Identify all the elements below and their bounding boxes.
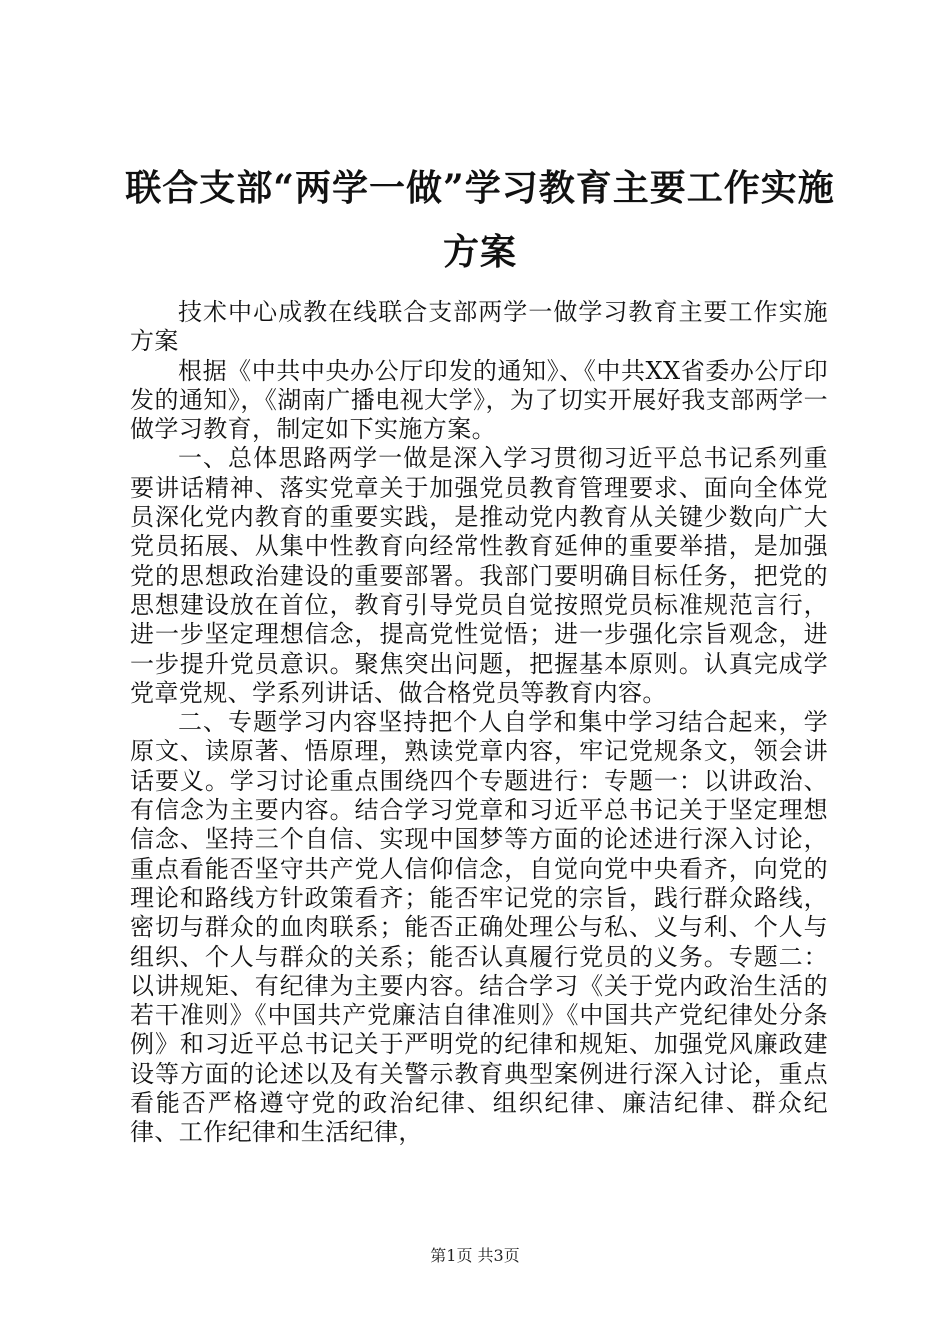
paragraph-basis: 根据《中共中央办公厅印发的通知》、《中共XX省委办公厅印发的通知》，《湖南广播电视大学》，为了切实开展好我支部两学一做学习教育，制定如下实施方案。 (130, 356, 828, 444)
paragraph-study-topics: 二、专题学习内容坚持把个人自学和集中学习结合起来，学原文、读原著、悟原理，熟读党章内容，牢记党规条文，领会讲话要义。学习讨论重点围绕四个专题进行：专题一：以讲政治、有信念为主要内容。结合学习党章和习近平总书记关于坚定理想信念、坚持三个自信、实现中国梦等方面的论述进行深入讨论，重点看能否坚守共产党人信仰信念，自觉向党中央看齐，向党的理论和路线方针政策看齐；能否牢记党的宗旨，践行群众路线，密切与群众的血肉联系；能否正确处理公与私、义与利、个人与组织、个人与群众的关系；能否认真履行党员的义务。专题二：以讲规矩、有纪律为主要内容。结合学习《关于党内政治生活的若干准则》《中国共产党廉洁自律准则》《中国共产党纪律处分条例》和习近平总书记关于严明党的纪律和规矩、加强党风廉政建设等方面的论述以及有关警示教育典型案例进行深入讨论，重点看能否严格遵守党的政治纪律、组织纪律、廉洁纪律、群众纪律、工作纪律和生活纪律， (130, 708, 828, 1147)
paragraph-overall-idea: 一、总体思路两学一做是深入学习贯彻习近平总书记系列重要讲话精神、落实党章关于加强党员教育管理要求、面向全体党员深化党内教育的重要实践，是推动党内教育从关键少数向广大党员拓展、从集中性教育向经常性教育延伸的重要举措，是加强党的思想政治建设的重要部署。我部门要明确目标任务，把党的思想建设放在首位，教育引导党员自觉按照党员标准规范言行，进一步坚定理想信念，提高党性觉悟；进一步强化宗旨观念，进一步提升党员意识。聚焦突出问题，把握基本原则。认真完成学党章党规、学系列讲话、做合格党员等教育内容。 (130, 444, 828, 707)
document-title: 联合支部“两学一做”学习教育主要工作实施方案 (125, 167, 835, 273)
page-number-footer: 第1页 共3页 (430, 1246, 520, 1265)
paragraph-subtitle: 技术中心成教在线联合支部两学一做学习教育主要工作实施方案 (130, 298, 828, 356)
document-body (130, 298, 828, 1148)
